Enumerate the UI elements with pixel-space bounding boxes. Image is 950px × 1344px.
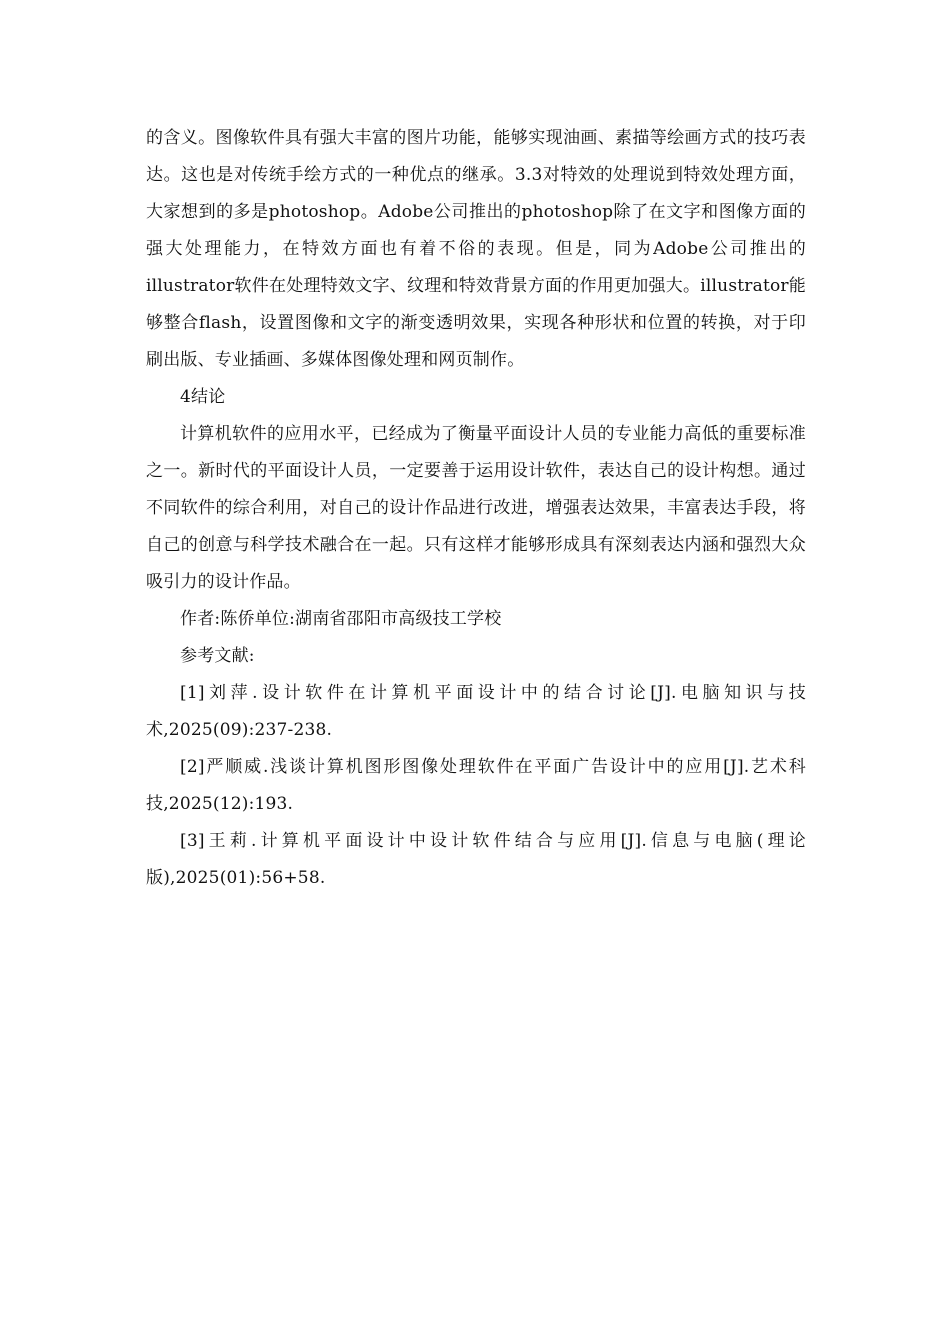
references-heading: 参考文献: [180,646,255,666]
document-body [146,120,806,897]
reference-item: [1]刘萍.设计软件在计算机平面设计中的结合讨论[J].电脑知识与技术,2025(09):237-238. [146,683,806,740]
reference-item: [3]王莉.计算机平面设计中设计软件结合与应用[J].信息与电脑(理论版),2025(01):56+58. [146,831,806,888]
body-paragraph: 的含义。图像软件具有强大丰富的图片功能，能够实现油画、素描等绘画方式的技巧表达。这也是对传统手绘方式的一种优点的继承。3.3对特效的处理说到特效处理方面，大家想到的多是photoshop。Adobe公司推出的photoshop除了在文字和图像方面的强大处理能力，在特效方面也有着不俗的表现。但是，同为Adobe公司推出的illustrator软件在处理特效文字、纹理和特效背景方面的作用更加强大。illustrator能够整合flash，设置图像和文字的渐变透明效果，实现各种形状和位置的转换，对于印刷出版、专业插画、多媒体图像处理和网页制作。 [146,128,806,370]
section-heading: 4结论 [180,387,226,407]
reference-item: [2]严顺威.浅谈计算机图形图像处理软件在平面广告设计中的应用[J].艺术科技,2025(12):193. [146,757,806,814]
author-line: 作者:陈侨单位:湖南省邵阳市高级技工学校 [180,609,502,629]
body-paragraph: 计算机软件的应用水平，已经成为了衡量平面设计人员的专业能力高低的重要标准之一。新时代的平面设计人员，一定要善于运用设计软件，表达自己的设计构想。通过不同软件的综合利用，对自己的设计作品进行改进，增强表达效果，丰富表达手段，将自己的创意与科学技术融合在一起。只有这样才能够形成具有深刻表达内涵和强烈大众吸引力的设计作品。 [146,424,806,592]
